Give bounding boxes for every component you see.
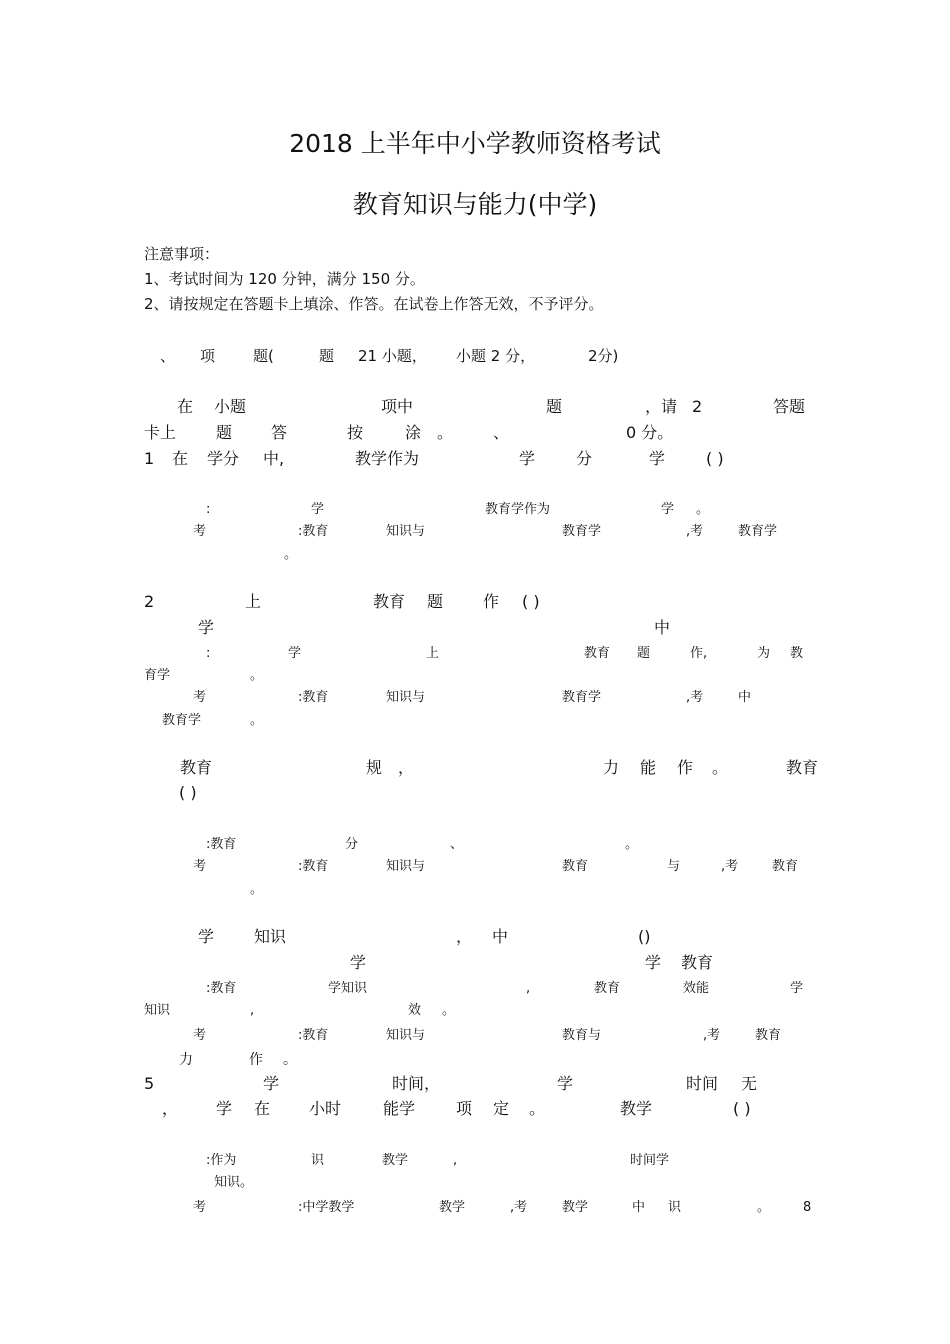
- exam-page: 2018 上半年中小学教师资格考试 教育知识与能力(中学) 注意事项： 1、考试时间为 120 分钟，满分 150 分。 2、请按规定在答题卡上填涂、作答。在试卷上作答无效，不予评分。 、 项 题( 题 21 小题， 小题 2 分， 2分) 在 小题 项中 题 ，请 2 答题 卡上 题 答 按 涂 。 、 0 分。 1 在 学分 中, 教学作为 学 分 学 ( ) : 学 教育学作为 学 。 考 :教育 知识与 教育学 ,考 教育学 。 2 上 教育 题 作 ( ) 学 中 : 学 上 教育 题 作, 为 教 育学 。 考 :教育 知识与 教育学 ,考 中 教育学 。 教育 规 ， 力 能 作 。 教育 ( ) :教育 分 、 。 考 :教育 知识与 教育 与 ,考 教育 。 学 知识 ， 中 () 学 学 教育 :教育 学知识 , 教育 效能 学 知识 , 效 。 考 :教育 知识与 教育与 ,考 教育 力 作 。 5 学 时间， 学 时间 无 ， 学 在 小时 能学 项 定 。 教学 ( ) :作为 识 教学 , 时间学 知识。 考 :中学教学 教学 ,考 教学 中 识 。 8: [0, 0, 950, 1344]
- notice-heading: 注意事项：: [144, 245, 220, 263]
- exam-subtitle: 教育知识与能力(中学): [352, 190, 598, 219]
- exam-title: 2018 上半年中小学教师资格考试: [289, 129, 661, 158]
- notice-item-1: 1、考试时间为 120 分钟，满分 150 分。: [144, 270, 425, 288]
- notice-item-2: 2、请按规定在答题卡上填涂、作答。在试卷上作答无效，不予评分。: [144, 295, 604, 313]
